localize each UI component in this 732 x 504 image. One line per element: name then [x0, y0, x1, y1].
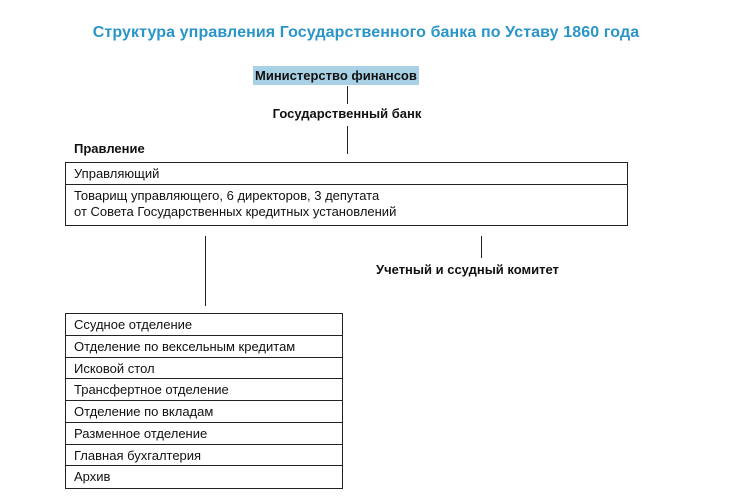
board-members-line-2: от Совета Государственных кредитных установлений — [74, 204, 397, 219]
connector-board-committee — [481, 236, 482, 258]
department-item: Разменное отделение — [66, 423, 342, 445]
department-item: Архив — [74, 469, 111, 485]
diagram-title: Структура управления Государственного банка по Уставу 1860 года — [92, 24, 640, 41]
department-item: Исковой стол — [66, 358, 342, 380]
connector-bank-board — [347, 126, 348, 154]
committee-node: Учетный и ссудный комитет — [376, 262, 559, 277]
ministry-node: Министерство финансов — [255, 68, 417, 83]
connector-board-departments — [205, 236, 206, 306]
departments-box — [65, 313, 343, 489]
department-item: Отделение по вексельным кредитам — [66, 336, 342, 358]
department-item: Отделение по вкладам — [66, 401, 342, 423]
board-members-row — [66, 185, 627, 220]
board-box — [65, 162, 628, 226]
board-manager-row: Управляющий — [66, 163, 627, 185]
bank-node: Государственный банк — [272, 106, 422, 121]
department-item: Трансфертное отделение — [66, 379, 342, 401]
board-label: Правление — [74, 141, 145, 156]
department-item: Ссудное отделение — [66, 314, 342, 336]
board-members-line-1: Товарищ управляющего, 6 директоров, 3 депутата — [74, 188, 380, 203]
connector-ministry-bank — [347, 86, 348, 104]
department-item: Главная бухгалтерия — [66, 445, 342, 467]
